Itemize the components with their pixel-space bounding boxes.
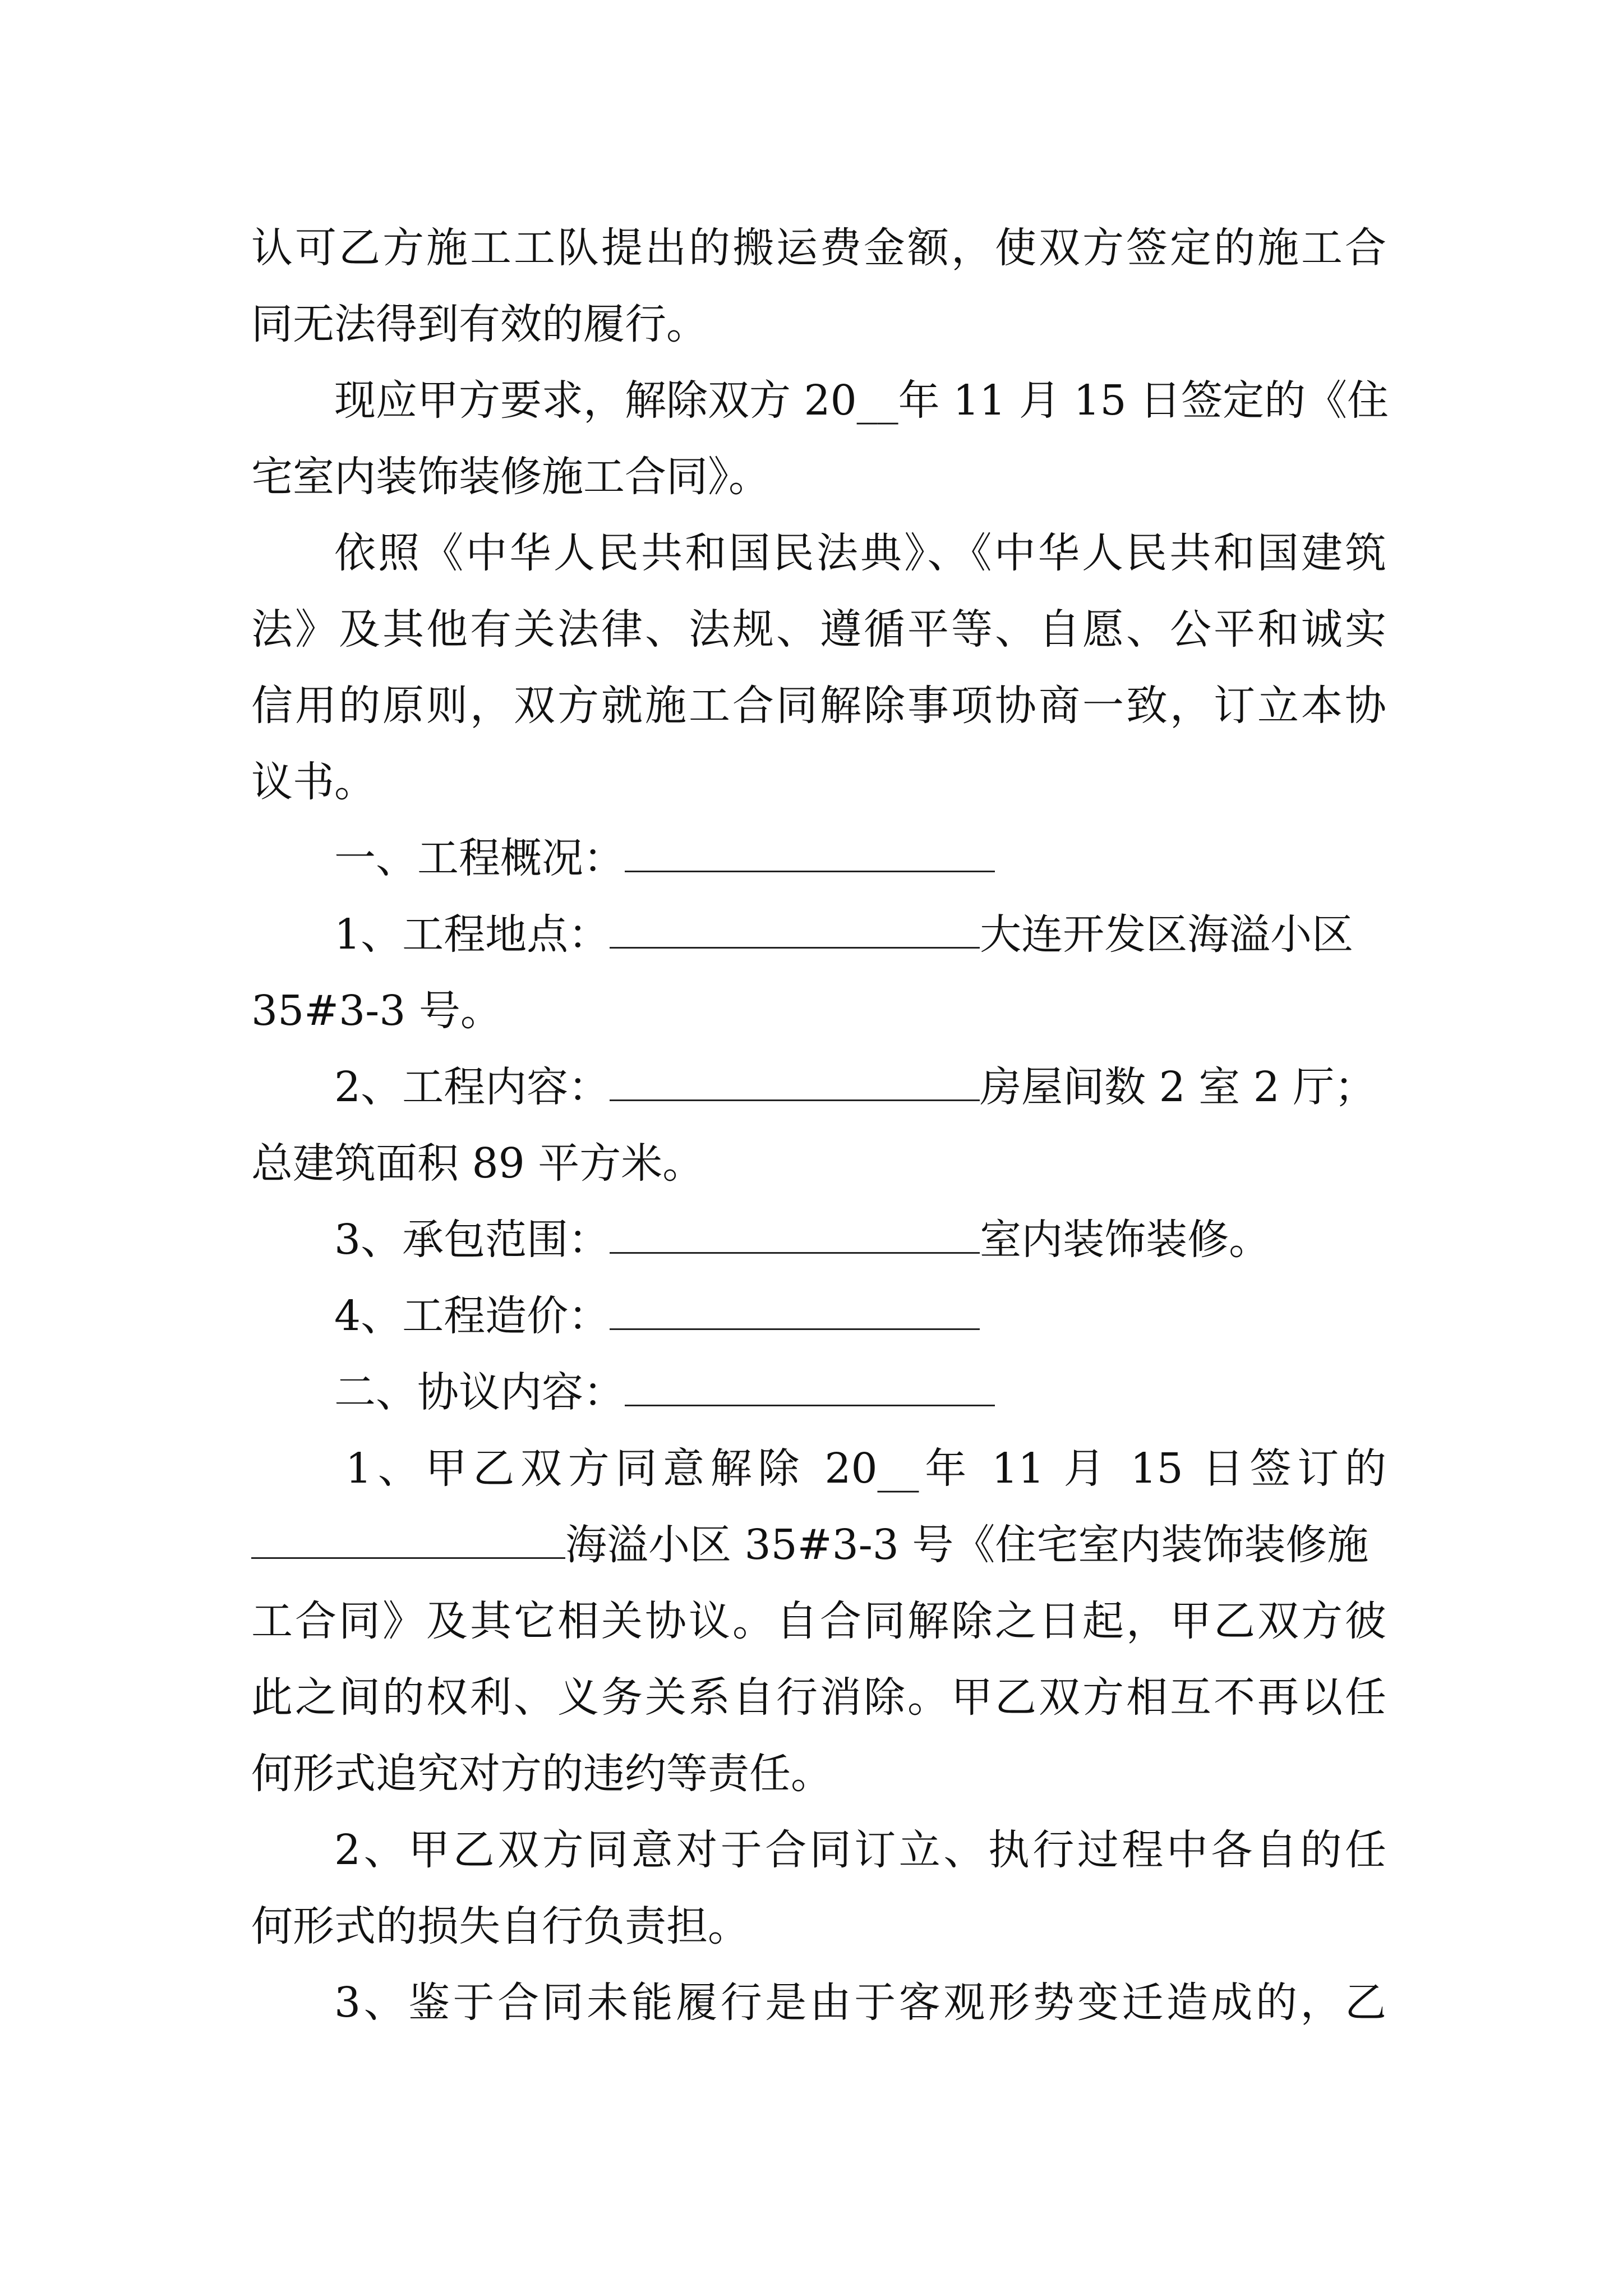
body-line: 工合同》及其它相关协议。自合同解除之日起，甲乙双方彼 xyxy=(251,1597,1386,1645)
body-line: 同无法得到有效的履行。 xyxy=(251,300,708,348)
fill-blank xyxy=(610,907,980,949)
section-heading xyxy=(334,830,1386,886)
fill-blank xyxy=(610,1288,980,1330)
list-item xyxy=(334,1059,1386,1115)
fill-blank xyxy=(610,1212,980,1254)
item-label: 3、承包范围： xyxy=(334,1216,610,1264)
fill-blank xyxy=(625,830,995,872)
section-1-heading: 一、工程概况： xyxy=(334,834,625,882)
item-value: 大连开发区海溢小区 xyxy=(980,910,1354,959)
body-line: 法》及其他有关法律、法规、遵循平等、自愿、公平和诚实 xyxy=(251,605,1386,654)
body-line: 何形式的损失自行负责担。 xyxy=(251,1902,749,1950)
body-line: 依照《中华人民共和国民法典》、《中华人民共和国建筑 xyxy=(334,529,1386,577)
item-value: 室内装饰装修。 xyxy=(980,1216,1271,1264)
list-item xyxy=(334,1288,1386,1344)
section-2-heading: 二、协议内容： xyxy=(334,1368,625,1416)
fill-blank xyxy=(625,1364,995,1406)
body-line: 信用的原则，双方就施工合同解除事项协商一致，订立本协 xyxy=(251,682,1386,730)
body-line xyxy=(251,1517,1386,1573)
item-label: 2、工程内容： xyxy=(334,1063,610,1111)
fill-blank xyxy=(610,1059,980,1101)
list-item xyxy=(334,1212,1386,1268)
body-line: 现应甲方要求，解除双方 20__年 11 月 15 日签定的《住 xyxy=(334,376,1389,425)
body-line: 宅室内装饰装修施工合同》。 xyxy=(251,453,770,501)
fill-blank xyxy=(251,1517,565,1559)
item-value: 房屋间数 2 室 2 厅； xyxy=(980,1063,1376,1111)
body-line: 此之间的权利、义务关系自行消除。甲乙双方相互不再以任 xyxy=(251,1673,1386,1722)
list-item-continuation: 35#3-3 号。 xyxy=(251,987,502,1035)
list-item xyxy=(334,907,1386,963)
body-line: 1、甲乙双方同意解除 20__年 11 月 15 日签订的 xyxy=(345,1444,1386,1493)
body-line: 认可乙方施工工队提出的搬运费金额，使双方签定的施工合 xyxy=(251,224,1386,272)
body-line: 何形式追究对方的违约等责任。 xyxy=(251,1750,832,1798)
line-value: 海溢小区 35#3-3 号《住宅室内装饰装修施 xyxy=(565,1521,1369,1569)
section-heading xyxy=(334,1364,1386,1420)
item-label: 1、工程地点： xyxy=(334,910,610,959)
body-line: 议书。 xyxy=(251,758,376,806)
list-item-continuation: 总建筑面积 89 平方米。 xyxy=(251,1139,704,1188)
body-line: 2、甲乙双方同意对于合同订立、执行过程中各自的任 xyxy=(334,1826,1386,1874)
item-label: 4、工程造价： xyxy=(334,1292,610,1340)
body-line: 3、鉴于合同未能履行是由于客观形势变迁造成的，乙 xyxy=(334,1978,1386,2027)
